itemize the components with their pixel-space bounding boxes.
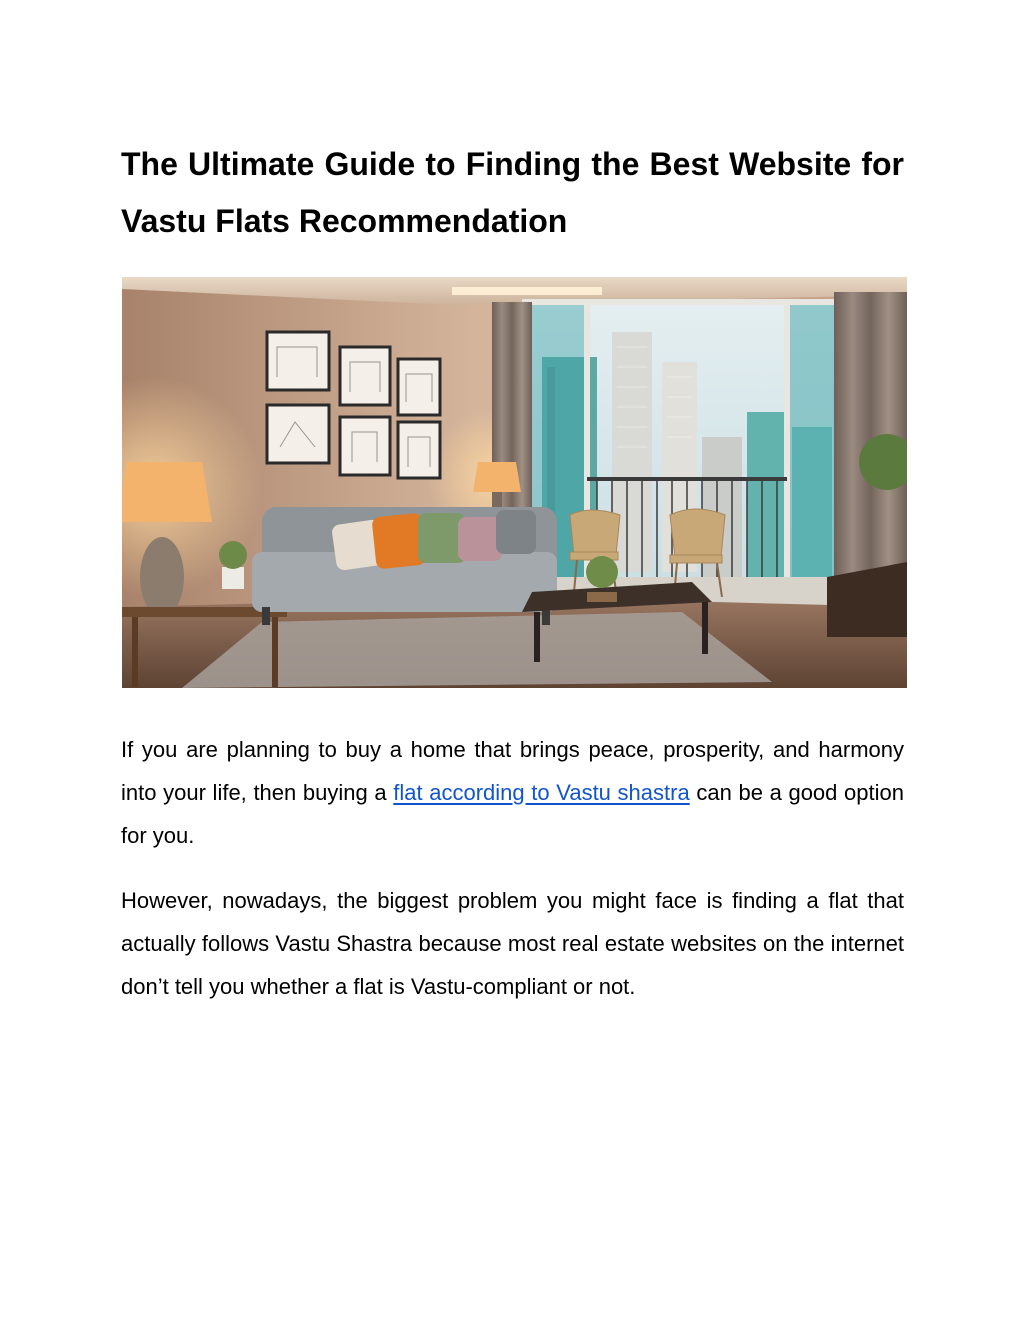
problem-paragraph: However, nowadays, the biggest problem you might face is finding a flat that actually follows Vastu Shastra because most real estate websites on the internet don’t tell you whether a flat is Vastu-compliant or not.	[121, 888, 904, 999]
intro-paragraph	[121, 728, 904, 857]
article-title: The Ultimate Guide to Finding the Best Website for Vastu Flats Recommendation	[121, 146, 904, 239]
living-room-photo-icon	[122, 277, 907, 688]
hero-image	[122, 277, 907, 688]
vastu-shastra-flat-link[interactable]: flat according to Vastu shastra	[393, 780, 690, 805]
intro-text-after-link: can be a good option for you.	[121, 780, 904, 848]
intro-text-before-link: If you are planning to buy a home that brings peace, prosperity, and harmony into your life, then buying a	[121, 737, 904, 805]
